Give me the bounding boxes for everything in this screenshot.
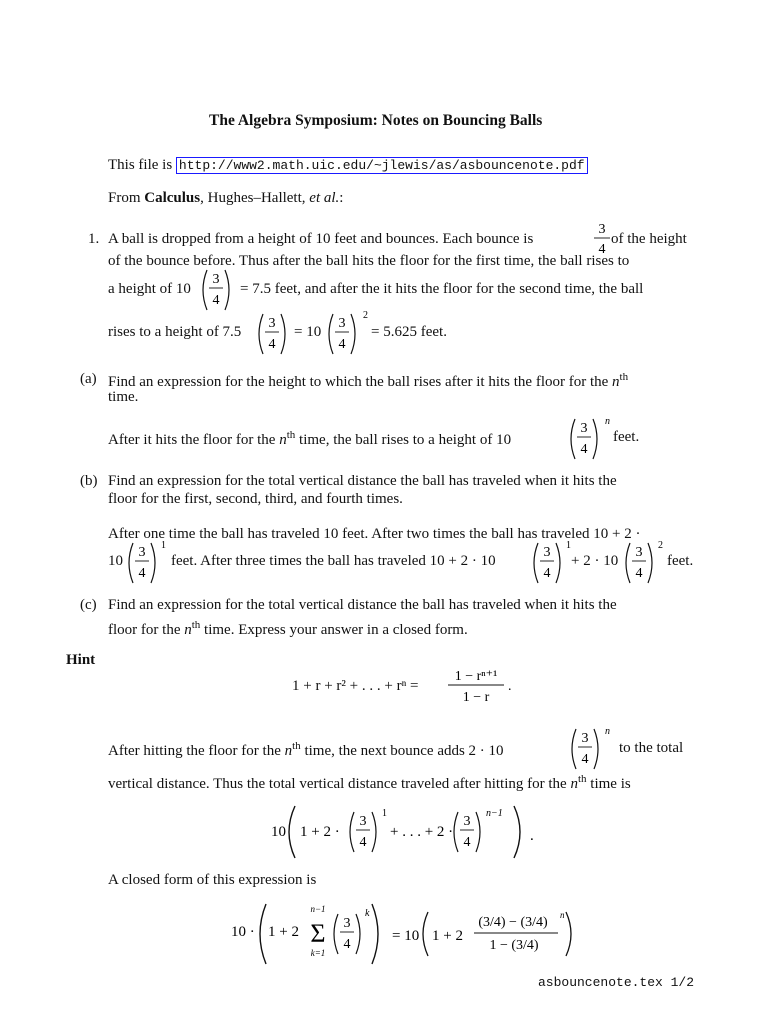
part-b-answer-l2a: 10 [108, 553, 123, 569]
closed-form-intro: A closed form of this expression is [108, 872, 317, 888]
page-footer: asbouncenote.tex 1/2 [538, 975, 695, 990]
part-b-answer-l2b: feet. After three times the ball has traveled 10 + 2 · 10 [171, 553, 496, 569]
svg-text:10 ·: 10 · [231, 924, 255, 940]
svg-text:3: 3 [212, 272, 220, 287]
paren-frac-3-4 [254, 310, 290, 358]
hint-text1c: to the total [619, 740, 684, 756]
svg-text:3: 3 [543, 545, 551, 560]
source-book: Calculus [144, 190, 201, 206]
problem-line4b: = 10 [294, 324, 322, 340]
hint-label: Hint [66, 652, 96, 668]
problem-line1b: of the height [611, 231, 687, 247]
svg-text:4: 4 [463, 835, 471, 850]
svg-text:4: 4 [543, 566, 551, 581]
paren-frac-3-4-n [567, 722, 619, 772]
problem-number: 1. [88, 231, 100, 247]
svg-text:1 + 2: 1 + 2 [268, 924, 299, 940]
part-b-label: (b) [80, 473, 98, 489]
part-b-answer-l2d: feet. [667, 553, 694, 569]
svg-text:k=1: k=1 [310, 948, 326, 958]
svg-text:1: 1 [566, 540, 571, 551]
svg-text:(3/4) − (3/4): (3/4) − (3/4) [478, 915, 548, 930]
svg-text:3: 3 [580, 421, 588, 436]
svg-text:k: k [365, 908, 370, 919]
svg-text:1 + 2 ·: 1 + 2 · [300, 824, 340, 840]
frac-den: 4 [598, 242, 606, 257]
svg-text:2: 2 [658, 540, 663, 551]
part-a-answer-end: feet. [613, 429, 640, 445]
part-b-answer-l2c: + 2 · 10 [571, 553, 619, 569]
source-suffix: : [339, 190, 344, 206]
svg-text:3: 3 [343, 916, 351, 931]
svg-text:4: 4 [138, 566, 146, 581]
svg-text:.: . [508, 679, 512, 694]
source-etal: et al. [309, 190, 340, 206]
svg-text:3: 3 [463, 814, 471, 829]
svg-text:3: 3 [338, 316, 346, 331]
part-c-question-l2: floor for the $n^{th}$ time. Express your answer in a closed form. [108, 619, 468, 638]
hint-text1: After hitting the floor for the $n^{th}$ time, the next bounce adds 2 · 10 [108, 740, 504, 759]
part-a-answer: After it hits the floor for the $n^{th}$ time, the ball rises to a height of 10 [108, 429, 512, 448]
svg-text:n−1: n−1 [310, 904, 326, 914]
paren-frac-3-4-pow1 [529, 536, 577, 586]
file-line-prefix: This file is [108, 157, 176, 173]
paren-frac-3-4-n [566, 412, 616, 462]
problem-line4c: = 5.625 feet. [371, 324, 447, 340]
svg-text:3: 3 [635, 545, 643, 560]
frac-num: 3 [598, 222, 606, 237]
svg-text:1 − r: 1 − r [462, 690, 490, 705]
svg-text:3: 3 [268, 316, 276, 331]
svg-text:= 10: = 10 [392, 928, 420, 944]
svg-text:3: 3 [138, 545, 146, 560]
part-c-label: (c) [80, 597, 97, 613]
svg-text:n: n [605, 416, 610, 427]
source-prefix: From [108, 190, 145, 206]
svg-text:3: 3 [359, 814, 367, 829]
page-title: The Algebra Symposium: Notes on Bouncing Balls [209, 112, 543, 129]
svg-text:1 − (3/4): 1 − (3/4) [489, 938, 539, 953]
problem-line4a: rises to a height of 7.5 [108, 324, 242, 340]
svg-text:4: 4 [343, 937, 351, 952]
problem-line3a: a height of 10 [108, 281, 191, 297]
svg-text:10: 10 [271, 824, 286, 840]
total-distance-equation [268, 800, 548, 864]
sigma-symbol: Σ [310, 919, 326, 948]
svg-text:n−1: n−1 [486, 808, 503, 819]
problem-line1: A ball is dropped from a height of 10 feet and bounces. Each bounce is [108, 231, 534, 247]
part-a-question-l1: Find an expression for the height to which the ball rises after it hits the floor for the $n^{th}$ [108, 371, 629, 390]
svg-text:4: 4 [581, 752, 589, 767]
part-b-question-l2: floor for the first, second, third, and fourth times. [108, 491, 403, 507]
svg-text:4: 4 [338, 337, 346, 352]
geometric-sum-lhs: 1 + r + r² + . . . + rⁿ = [292, 678, 419, 694]
svg-text:2: 2 [363, 310, 368, 321]
svg-text:4: 4 [580, 442, 588, 457]
svg-text:n: n [560, 910, 565, 920]
svg-text:n: n [605, 726, 610, 737]
part-a-question-l2: time. [108, 389, 139, 405]
paren-frac-3-4 [198, 266, 234, 314]
svg-text:4: 4 [635, 566, 643, 581]
svg-text:.: . [530, 828, 534, 844]
svg-text:4: 4 [212, 293, 220, 308]
part-a-label: (a) [80, 371, 97, 387]
part-b-question-l1: Find an expression for the total vertical distance the ball has traveled when it hits the [108, 473, 617, 489]
source-line [108, 190, 343, 207]
source-url-link[interactable]: http://www2.math.uic.edu/~jlewis/as/asbouncenote.pdf [176, 157, 588, 174]
svg-text:1 + 2: 1 + 2 [432, 928, 463, 944]
paren-frac-3-4-squared [324, 306, 372, 358]
problem-line3b: = 7.5 feet, and after the it hits the floor for the second time, the ball [240, 281, 644, 297]
paren-frac-3-4-pow2 [621, 536, 669, 586]
source-authors: , Hughes–Hallett, [200, 190, 310, 206]
svg-text:1 − rⁿ⁺¹: 1 − rⁿ⁺¹ [454, 669, 498, 684]
svg-text:1: 1 [161, 540, 166, 551]
svg-text:3: 3 [581, 731, 589, 746]
closed-form-equation [228, 898, 578, 974]
geometric-sum-fraction [444, 664, 516, 706]
file-line [108, 157, 588, 174]
hint-text2: vertical distance. Thus the total vertical distance traveled after hitting for the $n^{th}$ time is [108, 773, 631, 792]
problem-line2: of the bounce before. Thus after the ball hits the floor for the first time, the ball rises to [108, 253, 630, 269]
part-b-answer-l1: After one time the ball has traveled 10 feet. After two times the ball has traveled 10 + 2 · [108, 526, 641, 542]
svg-text:4: 4 [359, 835, 367, 850]
part-c-question-l1: Find an expression for the total vertical distance the ball has traveled when it hits the [108, 597, 617, 613]
svg-text:1: 1 [382, 808, 387, 819]
svg-text:4: 4 [268, 337, 276, 352]
paren-frac-3-4-pow1 [124, 536, 172, 586]
svg-text:+ . . . + 2 ·: + . . . + 2 · [390, 824, 454, 840]
